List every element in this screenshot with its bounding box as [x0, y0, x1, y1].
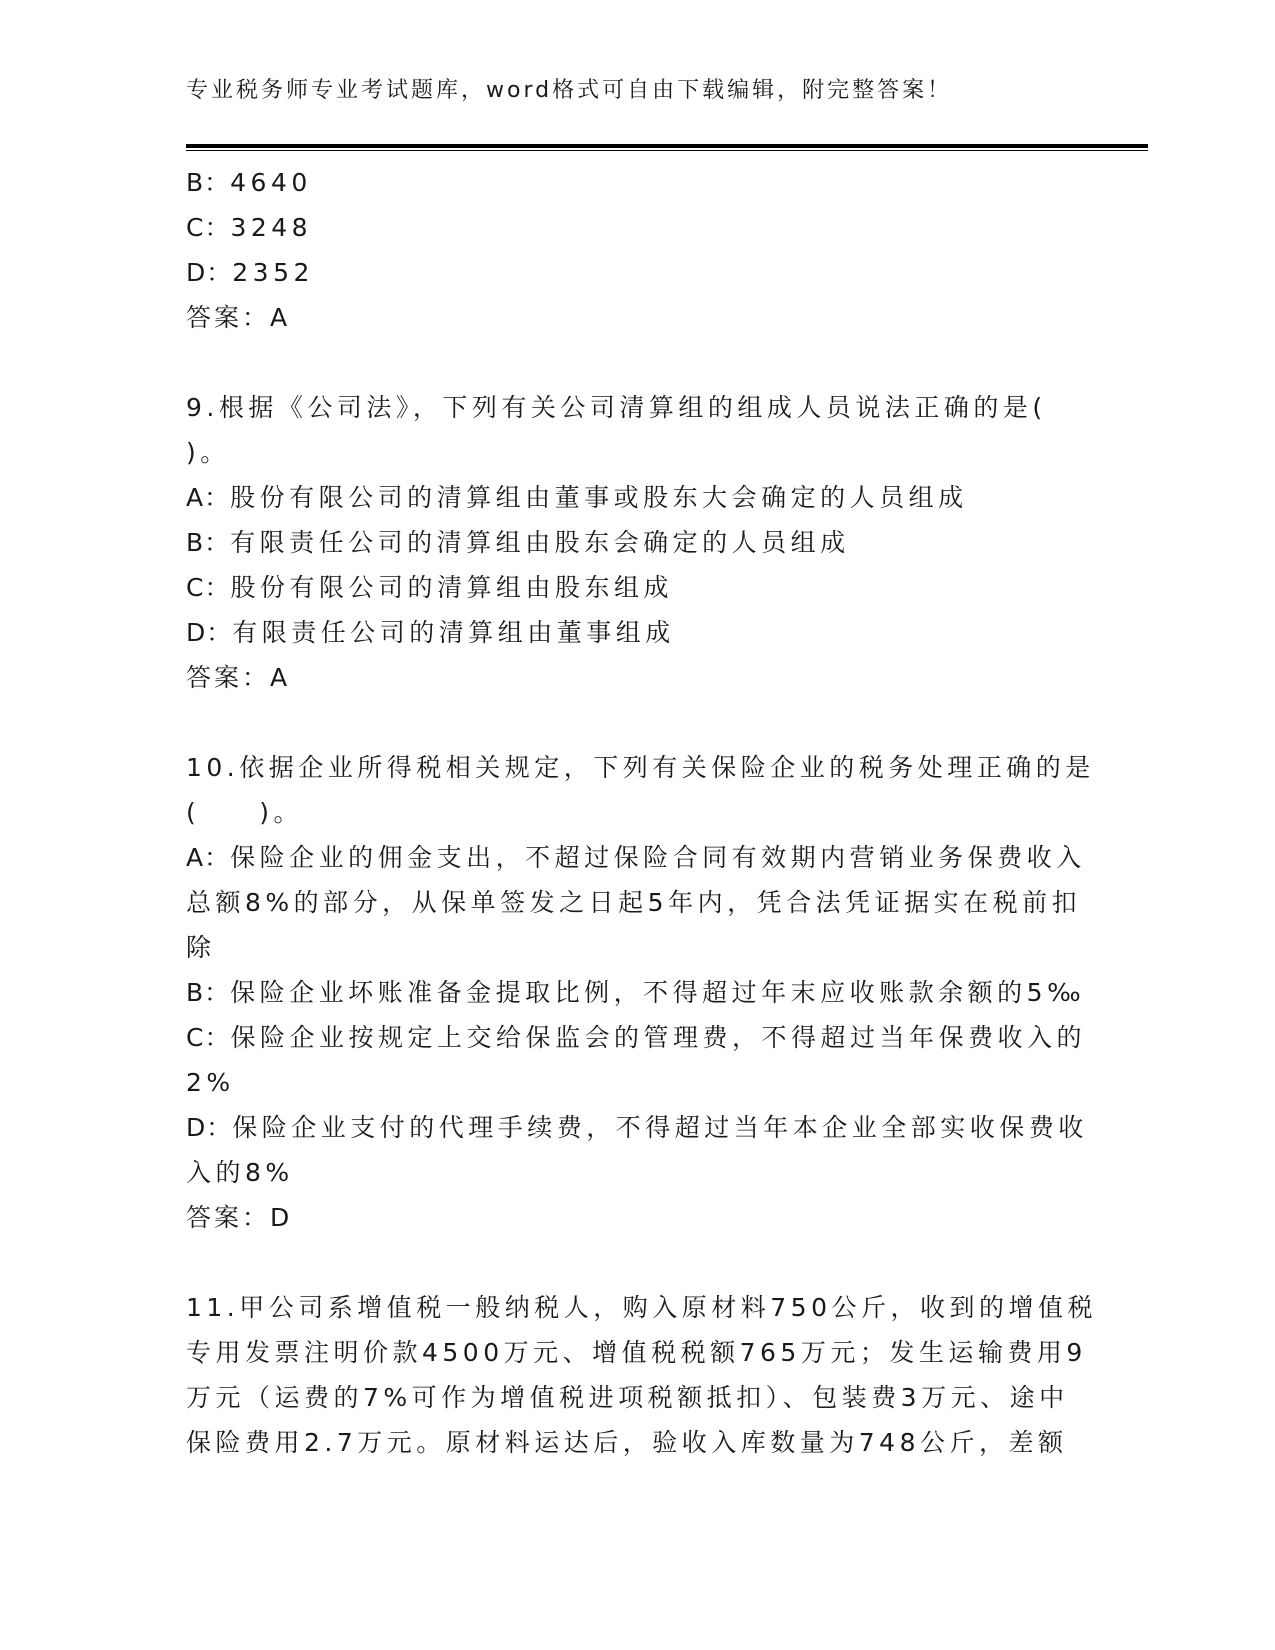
- option-d: D：2352: [186, 258, 314, 287]
- option-a-cont: 除: [186, 933, 216, 962]
- header-rule-thin: [186, 150, 1148, 151]
- answer: 答案：A: [186, 663, 291, 692]
- header-rule-thick: [186, 144, 1148, 148]
- page-header: 专业税务师专业考试题库，word格式可自由下载编辑，附完整答案！: [186, 78, 953, 103]
- question-stem-cont: 万元（运费的7%可作为增值税进项税额抵扣）、包装费3万元、途中: [186, 1383, 1069, 1412]
- option-b: B：有限责任公司的清算组由股东会确定的人员组成: [186, 528, 850, 557]
- option-c-cont: 2%: [186, 1068, 235, 1097]
- option-d-cont: 入的8%: [186, 1158, 294, 1187]
- option-c: C：股份有限公司的清算组由股东组成: [186, 573, 673, 602]
- document-body: [186, 160, 1097, 1465]
- answer: 答案：D: [186, 1203, 293, 1232]
- option-c: C：保险企业按规定上交给保监会的管理费，不得超过当年保费收入的: [186, 1023, 1086, 1052]
- question-stem-cont: ( )。: [186, 798, 304, 827]
- option-a: A：股份有限公司的清算组由董事或股东大会确定的人员组成: [186, 483, 968, 512]
- question-stem: 9.根据《公司法》，下列有关公司清算组的组成人员说法正确的是(: [186, 393, 1047, 422]
- option-a: A：保险企业的佣金支出，不超过保险合同有效期内营销业务保费收入: [186, 843, 1086, 872]
- question-stem: 11.甲公司系增值税一般纳税人，购入原材料750公斤，收到的增值税: [186, 1293, 1097, 1322]
- question-stem: 10.依据企业所得税相关规定，下列有关保险企业的税务处理正确的是: [186, 753, 1095, 782]
- question-stem-cont: 专用发票注明价款4500万元、增值税税额765万元；发生运输费用9: [186, 1338, 1087, 1367]
- option-b: B：保险企业坏账准备金提取比例，不得超过年末应收账款余额的5‰: [186, 978, 1086, 1007]
- option-d: D：有限责任公司的清算组由董事组成: [186, 618, 675, 647]
- option-a-cont: 总额8%的部分，从保单签发之日起5年内，凭合法凭证据实在税前扣: [186, 888, 1082, 917]
- option-c: C：3248: [186, 213, 313, 242]
- answer: 答案：A: [186, 303, 291, 332]
- question-stem-cont: 保险费用2.7万元。原材料运达后，验收入库数量为748公斤，差额: [186, 1428, 1068, 1457]
- question-stem-cont: )。: [186, 438, 230, 467]
- option-b: B：4640: [186, 168, 312, 197]
- option-d: D：保险企业支付的代理手续费，不得超过当年本企业全部实收保费收: [186, 1113, 1088, 1142]
